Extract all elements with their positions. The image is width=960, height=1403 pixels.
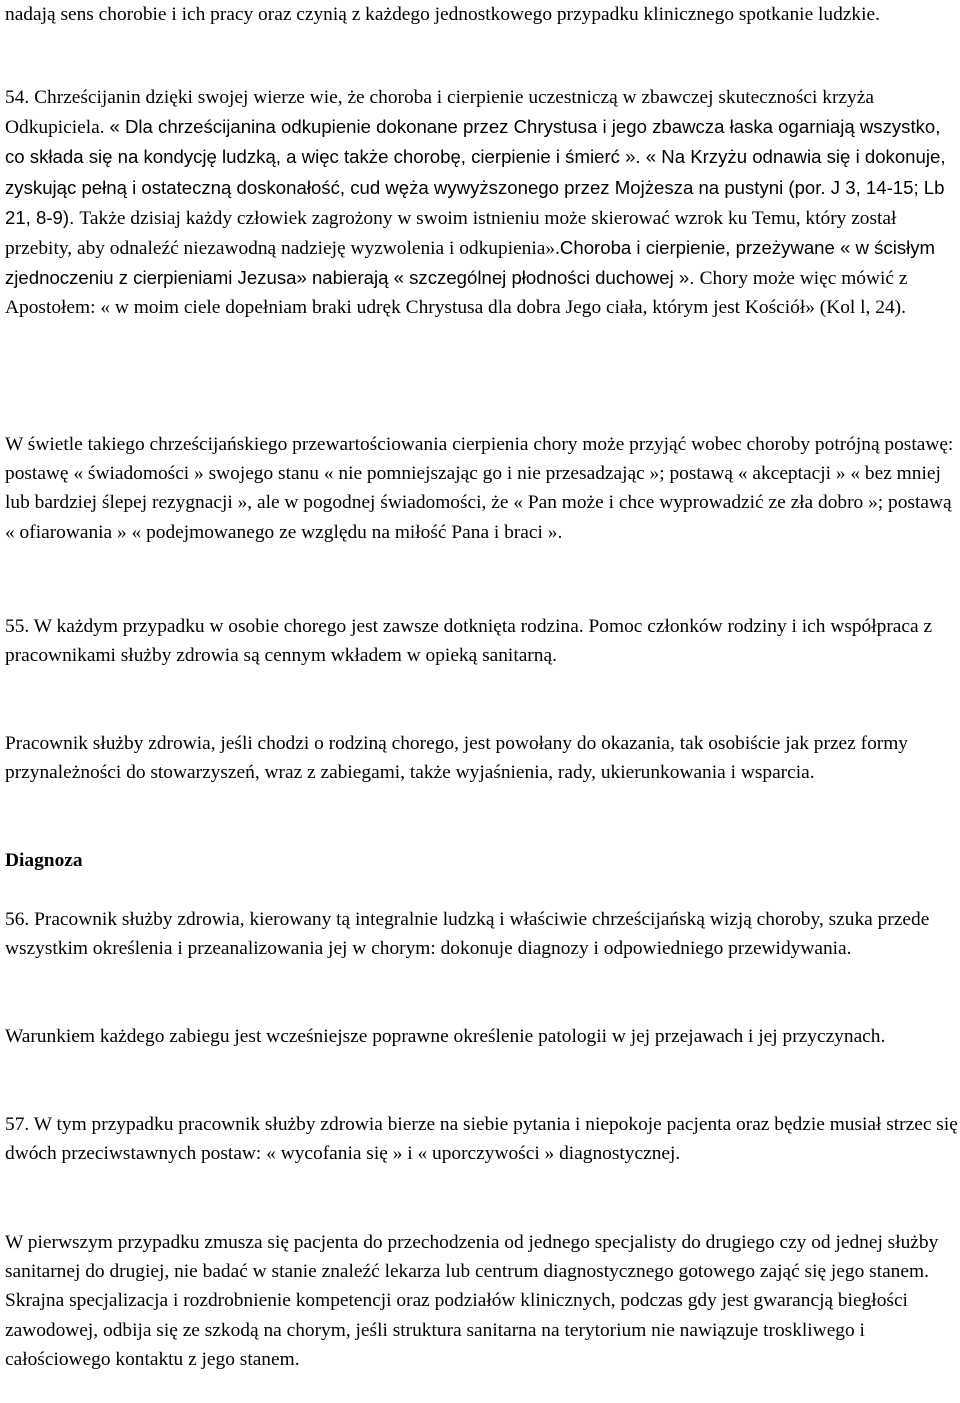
- section-heading-diagnoza: [0, 846, 960, 875]
- paragraph-intro-text: nadają sens chorobie i ich pracy oraz czynią z każdego jednostkowego przypadku klinicznego spotkanie ludzkie.: [5, 4, 880, 25]
- paragraph-57-text: 57. W tym przypadku pracownik służby zdrowia bierze na siebie pytania i niepokoje pacjenta oraz będzie musiał strzec się dwóch przeciwstawnych postaw: « wycofania się » i « uporczywości » diagnostycznej.: [5, 1114, 958, 1165]
- paragraph-56: [0, 905, 960, 963]
- paragraph-54-closing: Chory może więc mówić z Apostołem: « w moim ciele dopełniam braki udręk Chrystusa dla dobra Jego ciała, którym jest Kościół» (Kol l, 24).: [5, 268, 908, 319]
- paragraph-55: [0, 612, 960, 670]
- paragraph-worker: [0, 729, 960, 787]
- paragraph-57: [0, 1110, 960, 1168]
- paragraph-56-text: 56. Pracownik służby zdrowia, kierowany tą integralnie ludzką i właściwie chrześcijańską wizją choroby, szuka przede wszystkim określenia i przeanalizowania jej w chorym: dokonuje diagnozy i odpowiedniego przewidywania.: [5, 909, 930, 960]
- section-heading-text: Diagnoza: [5, 850, 83, 871]
- paragraph-54-opening: 54. Chrześcijanin dzięki swojej wierze wie, że choroba i cierpienie uczestniczą w zbawczej skuteczności krzyża Odkupiciela.: [5, 87, 874, 139]
- paragraph-54-continuation: Także dzisiaj każdy człowiek zagrożony w swoim istnieniu może skierować wzrok ku Temu, który został przebity, aby odnaleźć niezawodną nadzieję wyzwolenia i odkupienia».: [5, 207, 897, 260]
- paragraph-54-quote: « Dla chrześcijanina odkupienie dokonane przez Chrystusa i jego zbawcza łaska ogarniają wszystko, co składa się na kondycję ludzką, a więc także chorobę, cierpienie i śmierć ». « Na Krzyżu odnawia się i dokonuje, zyskując pełną i ostateczną doskonałość, cud węża wywyższonego przez Mojżesza na pustyni (por. J 3, 14-15; Lb 21, 8-9).: [5, 116, 946, 228]
- paragraph-54-suffering: Choroba i cierpienie, przeżywane « w ścisłym zjednoczeniu z cierpieniami Jezusa» nabierają « szczególnej płodności duchowej ».: [5, 237, 936, 289]
- paragraph-55-text: 55. W każdym przypadku w osobie chorego jest zawsze dotknięta rodzina. Pomoc członków rodziny i ich współpraca z pracownikami służby zdrowia są cennym wkładem w opieką sanitarną.: [5, 616, 933, 667]
- paragraph-light-text: W świetle takiego chrześcijańskiego przewartościowania cierpienia chory może przyjąć wobec choroby potrójną postawę: postawę « świadomości » swojego stanu « nie pomniejszając go i nie przesadzając »; postawą « akceptacji » « bez mniej lub bardziej ślepej rezygnacji », ale w pogodnej świadomości, że « Pan może i chce wyprowadzić ze zła dobro »; postawą « ofiarowania » « podejmowanego ze względu na miłość Pana i braci ».: [5, 434, 954, 543]
- paragraph-intro: [0, 0, 960, 29]
- paragraph-condition: [0, 1022, 960, 1051]
- paragraph-condition-text: Warunkiem każdego zabiegu jest wcześniejsze poprawne określenie patologii w jej przejawach i jej przyczynach.: [5, 1026, 886, 1047]
- paragraph-first-case: [0, 1228, 960, 1374]
- paragraph-light: [0, 430, 960, 547]
- paragraph-first-case-text: W pierwszym przypadku zmusza się pacjenta do przechodzenia od jednego specjalisty do drugiego czy od jednej służby sanitarnej do drugiej, nie badać w stanie znaleźć lekarza lub centrum diagnostycznego gotowego zająć się jego stanem. Skrajna specjalizacja i rozdrobnienie kompetencji oraz podziałów klinicznych, podczas gdy jest gwarancją biegłości zawodowej, odbija się ze szkodą na chorym, jeśli struktura sanitarna na terytorium nie nawiązuje troskliwego i całościowego kontaktu z jego stanem.: [5, 1232, 939, 1370]
- paragraph-worker-text: Pracownik służby zdrowia, jeśli chodzi o rodziną chorego, jest powołany do okazania, tak osobiście jak przez formy przynależności do stowarzyszeń, wraz z zabiegami, także wyjaśnienia, rady, ukierunkowania i wsparcia.: [5, 733, 908, 784]
- paragraph-54: [0, 83, 960, 323]
